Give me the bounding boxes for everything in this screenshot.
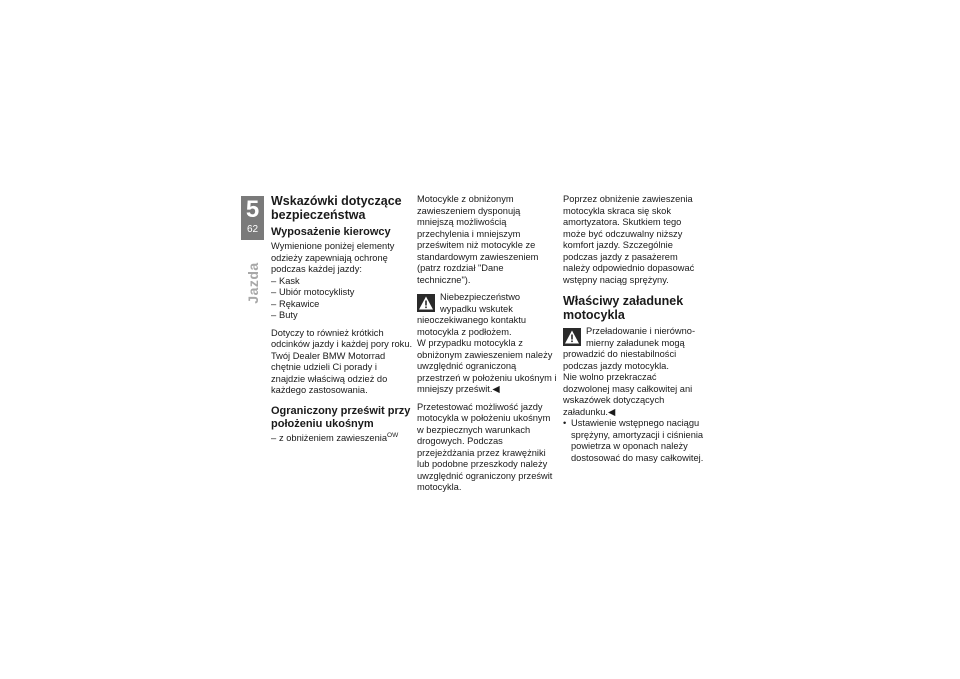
- chapter-side-label: Jazda: [245, 262, 261, 304]
- section-title-loading: Właściwy załadunek motocykla: [563, 294, 684, 322]
- warning-triangle-icon: [417, 294, 435, 312]
- option-code: OW: [387, 431, 399, 439]
- lowered-suspension-paragraph: Motocykle z obniżonym zawieszeniem dysponują mniejszą możliwością przechylenia i mniejszym prześwitem niż motocykle ze standardowym zawieszeniem (patrz rozdział "Dane techniczne").: [417, 194, 539, 285]
- equipment-intro: Wymienione poniżej elementy odzieży zapewniają ochronę podczas każdej jazdy:: [271, 241, 395, 274]
- warning-text: Niebezpieczeństwo wypadku wskutek nieoczekiwanego kontaktu motocykla z podłożem.: [417, 292, 527, 337]
- column-1: [271, 194, 413, 444]
- test-riding-paragraph: Przetestować możliwość jazdy motocykla w położeniu ukośnym w bezpiecznych warunkach drogowych. Podczas przejeżdżania przez krawężniki lub podobne przeszkody należy uwzględnić ograniczony prześwit motocykla.: [417, 401, 553, 492]
- warning-text: Przeładowanie i nierównomierny załadunek mogą prowadzić do niestabilności podczas jazdy motocykla.: [563, 326, 696, 371]
- option-text: z obniżeniem zawieszenia: [279, 432, 388, 443]
- subsection-rider-equipment: Wyposażenie kierowcy: [271, 226, 391, 238]
- list-item: – Buty: [271, 310, 413, 322]
- equipment-paragraph: Dotyczy to również krótkich odcinków jazdy i każdej pory roku. Twój Dealer BMW Motorrad chętnie udzieli Ci porady i znajdzie właściwą odzież do każdego zastosowania.: [271, 327, 413, 395]
- list-item: – Rękawice: [271, 299, 413, 311]
- chapter-tab: [241, 196, 264, 240]
- list-item: – Ubiór motocyklisty: [271, 287, 413, 299]
- page-number: 62: [246, 224, 259, 235]
- loading-bullet-list: [563, 418, 705, 464]
- section-title-safety: Wskazówki dotyczące bezpieczeństwa: [271, 194, 402, 222]
- warning-instruction: Nie wolno przekraczać dozwolonej masy całkowitej ani wskazówek dotyczących załadunku.◀: [563, 372, 693, 417]
- option-item: [271, 433, 413, 445]
- warning-block-overload: [563, 326, 705, 418]
- chapter-number: 5: [245, 196, 260, 223]
- equipment-list: [271, 276, 413, 322]
- column-3: [563, 194, 705, 464]
- subsection-ground-clearance: Ograniczony prześwit przy położeniu ukośnym: [271, 404, 411, 430]
- list-item: • Ustawienie wstępnego naciągu sprężyny, amortyzacji i ciśnienia powietrza w oponach należy dostosować do masy całkowitej.: [563, 418, 705, 464]
- warning-instruction: W przypadku motocykla z obniżonym zawieszeniem należy uwzględnić ograniczoną przestrzeń w położeniu ukośnym i mniejszy prześwit.◀: [417, 338, 557, 394]
- option-list: [271, 433, 413, 445]
- spring-travel-paragraph: Poprzez obniżenie zawieszenia motocykla skraca się skok amortyzatora. Skutkiem tego może być odczuwalny niższy komfort jazdy. Szczególnie podczas jazdy z pasażerem należy odpowiednio dopasować wstępny naciąg sprężyny.: [563, 194, 695, 285]
- warning-triangle-icon: [563, 328, 581, 346]
- list-item: – Kask: [271, 276, 413, 288]
- column-2: [417, 194, 559, 494]
- warning-block-ground-contact: [417, 292, 559, 396]
